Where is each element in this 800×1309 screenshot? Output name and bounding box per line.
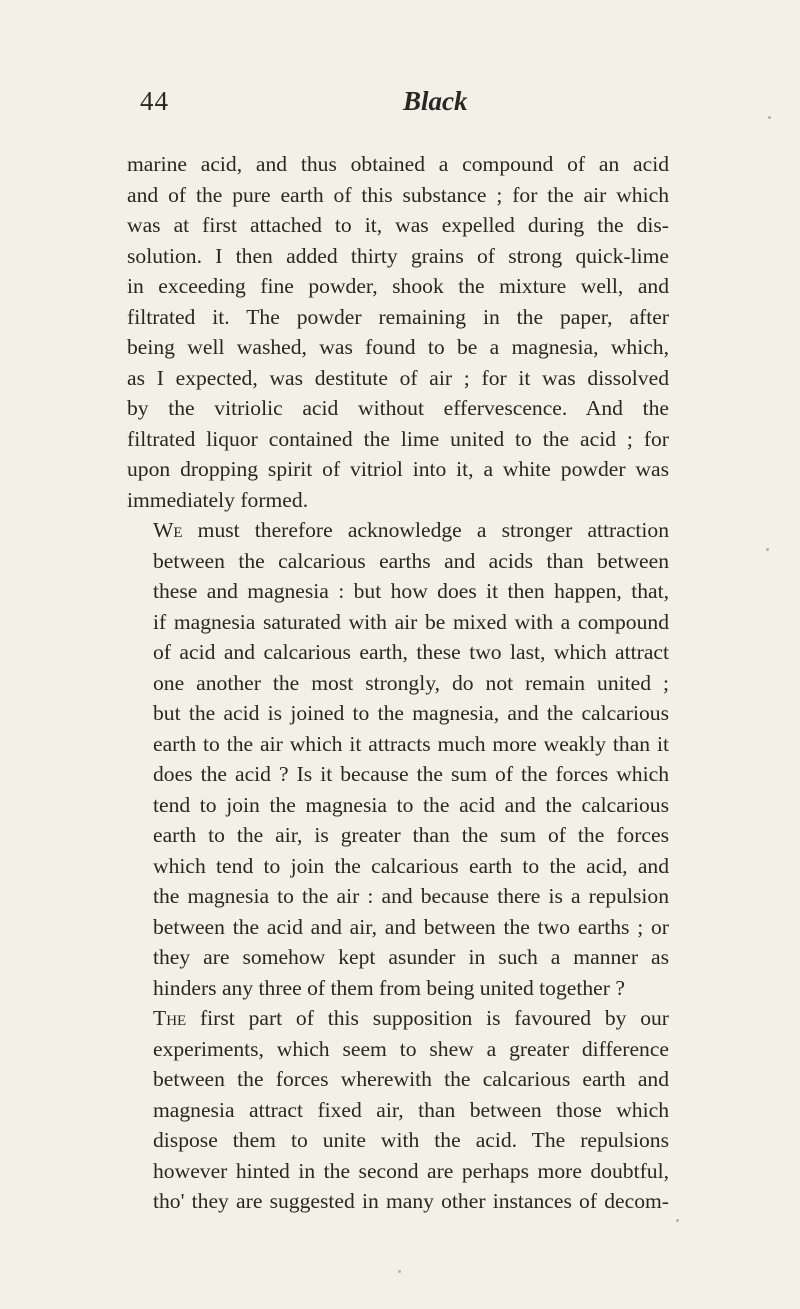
text-line-rest: first part of this supposition is favoured by our [186, 1006, 669, 1030]
text-line: dispose them to unite with the acid. The repulsions [153, 1128, 669, 1152]
body-text [127, 149, 669, 1217]
text-line: in exceeding fine powder, shook the mixture well, and [127, 274, 669, 298]
paper-speck [398, 1270, 401, 1273]
paragraph-2 [127, 515, 669, 1003]
text-line: tend to join the magnesia to the acid and the calcarious [153, 792, 669, 817]
text-line: tho' they are suggested in many other instances of decom- [153, 1189, 669, 1213]
text-line: does the acid ? Is it because the sum of the forces which [153, 762, 669, 786]
text-line: these and magnesia : but how does it then happen, that, [153, 579, 669, 603]
text-line: was at first attached to it, was expelled during the dis- [127, 213, 669, 237]
text-line: they are somehow kept asunder in such a manner as [153, 945, 669, 969]
paper-speck [768, 116, 771, 119]
text-line-first [127, 1003, 669, 1034]
text-line-first [127, 515, 669, 546]
paper-speck [766, 548, 769, 551]
text-line: earth to the air, is greater than the sum of the forces [153, 823, 669, 847]
text-line: between the forces wherewith the calcarious earth and [153, 1067, 669, 1091]
text-line: the magnesia to the air : and because there is a repulsion [153, 884, 669, 908]
text-line: marine acid, and thus obtained a compound of an acid [127, 152, 669, 176]
paper-speck [676, 1219, 679, 1222]
text-line: which tend to join the calcarious earth to the acid, and [153, 853, 669, 878]
paragraph-3 [127, 1003, 669, 1217]
text-line: between the acid and air, and between the two earths ; or [153, 914, 669, 939]
text-line: upon dropping spirit of vitriol into it, a white powder was [127, 457, 669, 481]
paragraph-1 [127, 149, 669, 515]
text-line: and of the pure earth of this substance ; for the air which [127, 182, 669, 207]
text-line: one another the most strongly, do not remain united ; [153, 670, 669, 695]
small-caps-lead: The [153, 1006, 187, 1030]
text-line: immediately formed. [127, 487, 309, 512]
text-line: of acid and calcarious earth, these two last, which attract [153, 640, 669, 664]
text-line: between the calcarious earths and acids than between [153, 548, 669, 573]
text-line: if magnesia saturated with air be mixed with a compound [153, 609, 669, 634]
text-line: hinders any three of them from being united together ? [153, 975, 625, 1000]
text-line: magnesia attract fixed air, than between those which [153, 1097, 669, 1122]
text-line: as I expected, was destitute of air ; for it was dissolved [127, 365, 669, 390]
text-line: experiments, which seem to shew a greater difference [153, 1036, 669, 1061]
text-line: filtrated it. The powder remaining in the paper, after [127, 304, 669, 329]
running-title: Black [403, 86, 468, 116]
text-line: being well washed, was found to be a magnesia, which, [127, 335, 669, 359]
text-line: but the acid is joined to the magnesia, and the calcarious [153, 701, 669, 725]
text-line-rest: must therefore acknowledge a stronger attraction [182, 518, 669, 542]
page-number: 44 [140, 86, 169, 116]
text-line: filtrated liquor contained the lime united to the acid ; for [127, 426, 669, 451]
text-line: however hinted in the second are perhaps more doubtful, [153, 1158, 669, 1183]
running-head [0, 86, 800, 126]
text-line: earth to the air which it attracts much more weakly than it [153, 731, 669, 756]
text-line: by the vitriolic acid without effervescence. And the [127, 396, 669, 420]
text-line: solution. I then added thirty grains of strong quick-lime [127, 243, 669, 268]
small-caps-lead: We [153, 518, 183, 542]
